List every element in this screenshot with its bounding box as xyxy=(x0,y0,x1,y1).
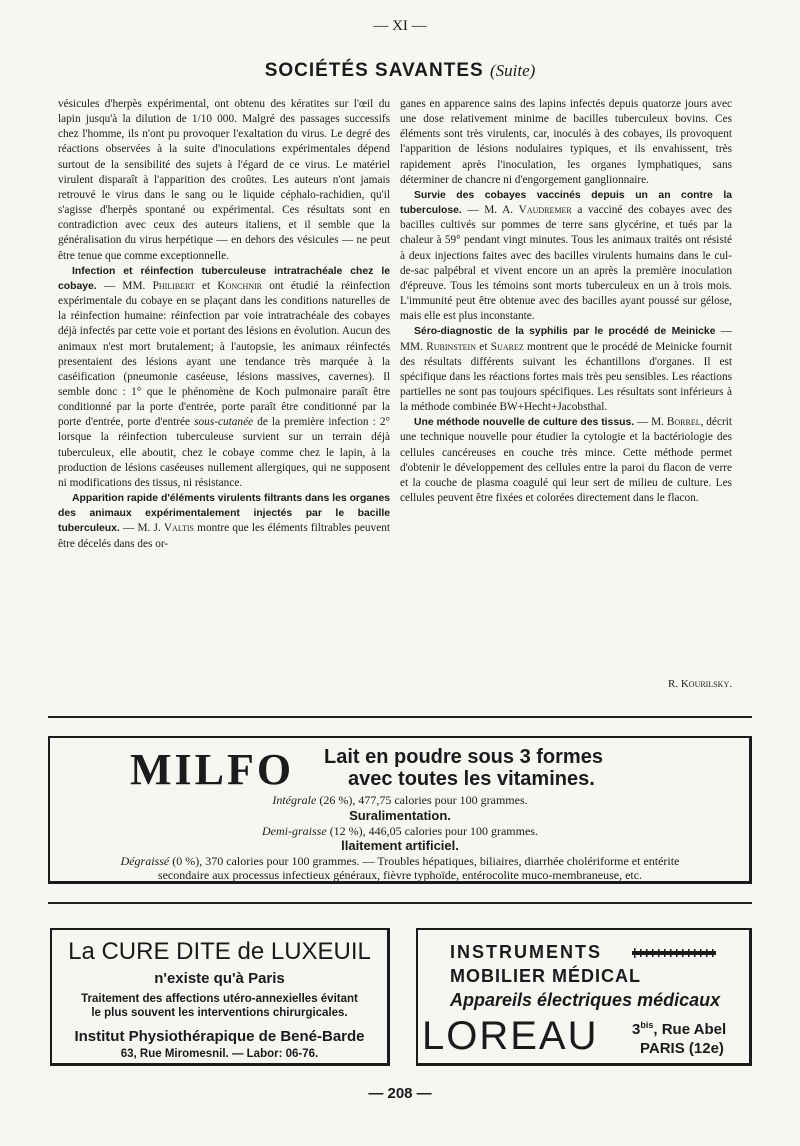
loreau-street-suffix: bis xyxy=(640,1020,654,1030)
section-heading: Séro-diagnostic de la syphilis par le procédé de Meinicke xyxy=(414,326,716,338)
text-run: ont étudié la réinfection expérimentale du cobaye en se plaçant dans les conditions naturelles de la réinfection humaine: réinfection par voie intratrachéale des cobayes déjà infectés par cette voie et portant des lésions en évolution. Aucun des animaux n'est mort brutalement; à l'autopsie, les animaux réinfectés presentaient des lésions ayant une tendance très marquée à la caséification (pneumonie caséeuse, lésions massives, cavernes). Il semble donc : 1° que le phénomène de Koch pulmonaire paraît être conditionné par la porte d'entrée, porte paraît être conditionné par la porte d'entrée, porte d'entrée xyxy=(58,279,390,429)
text-run: — M. J. xyxy=(119,522,164,535)
milfo-brand: MILFO xyxy=(130,745,295,794)
right-paragraph-3 xyxy=(400,324,732,415)
loreau-street-name: , Rue Abel xyxy=(653,1021,727,1038)
section-heading: Une méthode nouvelle de culture des tissus. xyxy=(414,417,635,429)
loreau-city: PARIS (12e) xyxy=(640,1040,724,1057)
author-name: Philibert xyxy=(152,279,195,292)
text-run: — M. xyxy=(634,416,667,429)
left-paragraph-2 xyxy=(58,264,390,491)
loreau-street-number: 3 xyxy=(632,1021,641,1038)
section-heading: Infection et réinfection tuberculeuse intratrachéale chez le cobaye. xyxy=(58,265,390,292)
loreau-instruments: INSTRUMENTS xyxy=(450,942,602,962)
page-number-bottom: — 208 — xyxy=(368,1085,432,1102)
luxeuil-address: 63, Rue Miromesnil. — Labor: 06-76. xyxy=(120,1048,319,1060)
luxeuil-treatment-1: Traitement des affections utéro-annexielles évitant xyxy=(81,993,358,1005)
milfo-suralimentation: Suralimentation. xyxy=(349,808,451,823)
author-name: Suarez xyxy=(490,340,524,353)
text-run: et xyxy=(194,279,218,292)
loreau-brand: LOREAU xyxy=(422,1014,599,1058)
luxeuil-title: La CURE DITE de LUXEUIL xyxy=(68,938,371,965)
loreau-appareils: Appareils électriques médicaux xyxy=(450,990,721,1010)
divider xyxy=(48,902,752,904)
author-name: Konchnir xyxy=(217,279,263,292)
ad-luxeuil xyxy=(50,928,390,1066)
right-paragraph-4 xyxy=(400,415,732,506)
milfo-allaitement: llaitement artificiel. xyxy=(341,838,459,853)
title-suite: (Suite) xyxy=(489,61,536,80)
section-heading: Survie des cobayes vaccinés depuis un an contre la tuberculose. xyxy=(400,189,732,217)
loreau-mobilier: MOBILIER MÉDICAL xyxy=(450,966,641,986)
text-run: de la première infection : 2° lorsque la réinfection tuberculeuse survient sur un terrain déjà tuberculeux, elle aboutit, chez le cobaye comme chez le lapin, à la production de lésions caséeuses nullement allergiques, qui ne supposent ni modifications des tissus, ni résistance. xyxy=(58,416,390,489)
right-paragraph-2 xyxy=(400,188,732,324)
luxeuil-treatment-2: le plus souvent les interventions chirurgicales. xyxy=(91,1007,348,1019)
milfo-text: (12 %), 446,05 calories pour 100 grammes. xyxy=(326,824,538,838)
page-number-top: — XI — xyxy=(373,18,427,34)
ruler-icon xyxy=(632,948,716,958)
milfo-demi-graisse xyxy=(50,824,750,839)
luxeuil-institute: Institut Physiothérapique de Bené-Barde xyxy=(74,1028,365,1045)
milfo-degraisse-cont: secondaire aux processus infectieux généraux, fièvre typhoïde, entérocolite muco-membraneuse, etc. xyxy=(157,868,643,882)
text-run: — M. A. xyxy=(461,204,519,217)
left-paragraph-1: vésicules d'herpès expérimental, ont obtenu des kératites sur l'œil du lapin jusqu'à la dilution de 1/10 000. Malgré des passages successifs chez l'homme, ils n'ont pu provoquer l'exaltation du virus. Le degré des réactions observées à la suite d'inoculations expérimentales dépend surtout de la sensibilité des sujets à l'égard de ce virus. Le matériel virulent disparaît à l'apparition des croûtes. Les auteurs n'ont jamais retrouvé le virus dans le sang ou le liquide céphalo-rachidien, qu'il s'agisse d'herpès spontané ou expérimental. Ces résultats sont en contradiction avec ceux des auteurs italiens, et il semble que la généralisation du virus herpétique — en dehors des vésicules — ne peut être tenue que comme exceptionnelle. xyxy=(58,98,390,262)
milfo-integrale xyxy=(50,793,750,808)
luxeuil-subtitle: n'existe qu'à Paris xyxy=(154,970,285,987)
italic-text: sous-cutanée xyxy=(194,416,254,429)
title-text: SOCIÉTÉS SAVANTES xyxy=(264,60,484,81)
signature: R. Kourilsky. xyxy=(668,678,732,690)
milfo-label: Dégraissé xyxy=(120,854,170,868)
milfo-label: Demi-graisse xyxy=(262,824,327,838)
left-paragraph-3 xyxy=(58,491,390,552)
milfo-tagline-2: avec toutes les vitamines. xyxy=(348,768,595,790)
section-heading: Apparition rapide d'éléments virulents filtrants dans les organes des animaux expérimentalement injectés par le bacille tuberculeux. xyxy=(58,493,390,535)
author-name: Borrel xyxy=(666,416,701,429)
text-run: — MM. xyxy=(96,279,153,292)
left-column xyxy=(58,97,390,552)
milfo-label: Intégrale xyxy=(272,793,317,807)
page-title xyxy=(0,60,800,82)
loreau-street xyxy=(632,1020,726,1038)
author-name: Rubinstein xyxy=(426,340,476,353)
right-column xyxy=(400,97,732,506)
text-run: , décrit une technique nouvelle pour étudier la cytologie et la bactériologie des cellules cancéreuses en couche très mince. Cette méthode permet d'obtenir le développement des cellules entre la paroi du flacon de verre et la couche de plasma coagulé qui leur sert de milieu de culture. Les cellules peuvent être fixées et colorées directement dans le flacon. xyxy=(400,416,732,505)
right-paragraph-1: ganes en apparence sains des lapins infectés depuis quatorze jours avec une dose relativement minime de bacilles tuberculeux bovins. Ces éléments sont très virulents, car, inoculés à des cobayes, ils provoquent l'apparition de lésions nodulaires typiques, et ils envahissent, très rapidement après l'inoculation, les organes lymphatiques, sans déterminer de chancre ni d'engorgement ganglionnaire. xyxy=(400,98,732,186)
luxeuil-treatment xyxy=(52,992,387,1020)
milfo-text: (0 %), 370 calories pour 100 grammes. — Troubles hépatiques, biliaires, diarrhée cholériforme et entérite xyxy=(169,854,680,868)
text-run: a vacciné des cobayes avec des bacilles cultivés sur pommes de terre sans glycérine, et tués par la chaleur à 59° pendant vingt minutes. Tous les animaux traités ont résisté à deux injections faites avec des bacilles virulents humains dans le cul-de-sac palpébral et vivent encore un an après la première inoculation d'épreuve. Tous les témoins sont morts tuberculeux en un à trois mois. L'immunité peut être obtenue avec des bacilles ayant poussé sur gélose, mais elle est plus inconstante. xyxy=(400,204,732,323)
milfo-tagline-1: Lait en poudre sous 3 formes xyxy=(324,746,603,768)
milfo-degraisse xyxy=(50,854,750,869)
text-run: montrent que le procédé de Meinicke fournit des résultats différents suivant les échantillons d'organes. Il est spécifique dans les réactions fortes mais très peu sensibles. Les réactions partielles ne sont pas toujours spécifiques. Les résultats sont inférieurs à la méthode combinée BW+Hecht+Jacobsthal. xyxy=(400,340,732,414)
author-name: Vaudremer xyxy=(518,204,572,217)
divider xyxy=(48,716,752,718)
text-run: montre que les éléments filtrables peuvent être décelés dans des or- xyxy=(58,522,390,550)
author-name: Valtis xyxy=(163,522,194,535)
text-run: et xyxy=(476,340,491,353)
ad-milfo xyxy=(48,736,752,884)
ad-loreau xyxy=(416,928,752,1066)
milfo-text: (26 %), 477,75 calories pour 100 grammes. xyxy=(316,793,528,807)
text-run: — MM. xyxy=(400,325,732,353)
